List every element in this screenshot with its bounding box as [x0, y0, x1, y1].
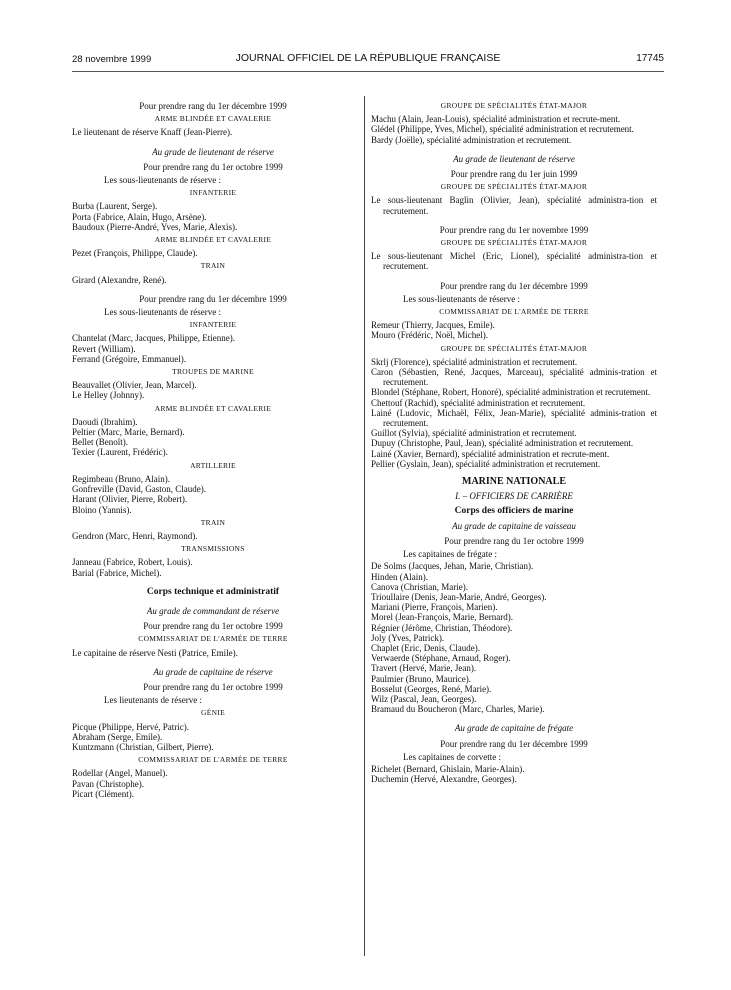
grade-heading: Au grade de lieutenant de réserve [453, 153, 575, 164]
list-item: Paulmier (Bruno, Maurice). [371, 673, 471, 684]
branch-heading: TRANSMISSIONS [181, 544, 245, 554]
list-item: Guillot (Sylvia), spécialité administration et recrutement. [371, 428, 577, 439]
list-item: Wilz (Pascal, Jean, Georges). [371, 693, 477, 704]
name-list [72, 275, 354, 285]
list-item: Janneau (Fabrice, Robert, Louis). [72, 557, 193, 568]
list-item: Hinden (Alain). [371, 571, 428, 582]
list-item: Beauvallet (Olivier, Jean, Marcel). [72, 380, 197, 391]
branch-heading: GROUPE DE SPÉCIALITÉS ÉTAT-MAJOR [440, 182, 588, 192]
branch-heading: ARME BLINDÉE ET CAVALERIE [154, 403, 272, 413]
branch-heading: ARTILLERIE [190, 460, 236, 470]
list-item: Pezet (François, Philippe, Claude). [72, 248, 198, 259]
subsection-title: I. – OFFICIERS DE CARRIÈRE [455, 491, 573, 502]
rank-date: Pour prendre rang du 1er décembre 1999 [139, 293, 287, 304]
list-item: Abraham (Serge, Emile). [72, 731, 163, 742]
name-list [72, 768, 354, 799]
name-list [72, 531, 354, 541]
list-item: Ferrand (Grégoire, Emmanuel). [72, 353, 186, 364]
list-item: Regimbeau (Bruno, Alain). [72, 473, 170, 484]
entry-text: Le capitaine de réserve Nesti (Patrice, Emile). [72, 647, 238, 658]
branch-heading: COMMISSARIAT DE L'ARMÉE DE TERRE [138, 755, 288, 765]
header-page-number: 17745 [636, 53, 664, 64]
list-item: Chaplet (Eric, Denis, Claude). [371, 642, 480, 653]
list-item: Lainé (Xavier, Bernard), spécialité administration et recrute-ment. [371, 448, 610, 459]
rank-date: Pour prendre rang du 1er octobre 1999 [444, 535, 584, 546]
name-list [72, 557, 354, 577]
grade-heading: Au grade de capitaine de vaisseau [452, 520, 576, 531]
list-item: Revert (William). [72, 343, 136, 354]
list-item: Girard (Alexandre, René). [72, 274, 167, 285]
list-item: Daoudi (Ibrahim). [72, 416, 138, 427]
branch-heading: ARME BLINDÉE ET CAVALERIE [154, 114, 272, 124]
rank-date: Pour prendre rang du 1er octobre 1999 [143, 681, 283, 692]
list-item: Bloino (Yannis). [72, 504, 132, 515]
list-intro: Les capitaines de corvette : [403, 751, 501, 762]
branch-heading: INFANTERIE [189, 320, 237, 330]
name-list [371, 764, 657, 784]
column-divider [364, 96, 365, 956]
list-item: Blondel (Stéphane, Robert, Honoré), spécialité administration et recrutement. [371, 387, 651, 398]
list-item: Caron (Sébastien, René, Jacques, Marceau), spécialité adminis-tration et recrutement. [371, 367, 657, 388]
right-column [371, 98, 657, 784]
list-intro: Les sous-lieutenants de réserve : [104, 175, 221, 186]
list-item: Barial (Fabrice, Michel). [72, 567, 162, 578]
list-item: Porta (Fabrice, Alain, Hugo, Arsène). [72, 211, 207, 222]
list-intro: Les sous-lieutenants de réserve : [104, 307, 221, 318]
branch-heading: GROUPE DE SPÉCIALITÉS ÉTAT-MAJOR [440, 238, 588, 248]
list-item: Pavan (Christophe). [72, 778, 144, 789]
list-item: Gonfreville (David, Gaston, Claude). [72, 484, 206, 495]
list-item: Gendron (Marc, Henri, Raymond). [72, 530, 198, 541]
list-item: Bosselut (Georges, René, Marie). [371, 683, 492, 694]
list-item: Bardy (Joëlle), spécialité administration et recrutement. [371, 134, 572, 145]
list-item: Picart (Clément). [72, 788, 134, 799]
list-item: Rodellar (Angel, Manuel). [72, 768, 168, 779]
branch-heading: COMMISSARIAT DE L'ARMÉE DE TERRE [138, 634, 288, 644]
list-item: Morel (Jean-François, Marie, Bernard). [371, 612, 513, 623]
name-list [72, 201, 354, 232]
name-list [72, 474, 354, 515]
left-column [72, 98, 354, 799]
rank-date: Pour prendre rang du 1er décembre 1999 [139, 101, 287, 111]
rank-date: Pour prendre rang du 1er juin 1999 [450, 169, 578, 180]
branch-heading: INFANTERIE [189, 188, 237, 198]
name-list [371, 320, 657, 340]
list-item: Dupuy (Christophe, Paul, Jean), spécialité administration et recrutement. [371, 438, 634, 449]
name-list [371, 357, 657, 469]
list-item: De Solms (Jacques, Jehan, Marie, Christian). [371, 561, 534, 572]
list-item: Régnier (Jérôme, Christian, Théodore). [371, 622, 513, 633]
rank-date: Pour prendre rang du 1er octobre 1999 [143, 621, 283, 632]
list-item: Kuntzmann (Christian, Gilbert, Pierre). [72, 741, 214, 752]
branch-heading: TRAIN [200, 261, 226, 271]
list-item: Travert (Hervé, Marie, Jean). [371, 663, 477, 674]
list-item: Machu (Alain, Jean-Louis), spécialité administration et recrute-ment. [371, 114, 621, 125]
list-item: Mouro (Frédéric, Noël, Michel). [371, 330, 488, 341]
branch-heading: COMMISSARIAT DE L'ARMÉE DE TERRE [439, 307, 589, 317]
branch-heading: TROUPES DE MARINE [172, 367, 254, 377]
list-intro: Les sous-lieutenants de réserve : [403, 293, 520, 304]
entry-text: Le sous-lieutenant Baglin (Olivier, Jean), spécialité administra-tion et recrutement. [371, 195, 657, 216]
name-list [72, 333, 354, 364]
entry-text: Le sous-lieutenant Michel (Eric, Lionel), spécialité administra-tion et recrutement. [371, 251, 657, 272]
header-journal-title: JOURNAL OFFICIEL DE LA RÉPUBLIQUE FRANÇAISE [235, 52, 501, 64]
list-item: Peltier (Marc, Marie, Bernard). [72, 427, 185, 438]
list-item: Verwaerde (Stéphane, Arnaud, Roger). [371, 653, 511, 664]
rank-date: Pour prendre rang du 1er novembre 1999 [439, 224, 589, 235]
list-item: Burba (Laurent, Serge). [72, 201, 158, 212]
list-item: Remeur (Thierry, Jacques, Emile). [371, 320, 495, 331]
branch-heading: GROUPE DE SPÉCIALITÉS ÉTAT-MAJOR [440, 101, 588, 110]
list-item: Picque (Philippe, Hervé, Patric). [72, 721, 189, 732]
header-rule [72, 71, 664, 72]
list-item: Lainé (Ludovic, Michaël, Félix, Jean-Marie), spécialité adminis-tration et recrutement. [371, 407, 657, 429]
name-list [72, 380, 354, 400]
list-intro: Les capitaines de frégate : [403, 549, 497, 560]
rank-date: Pour prendre rang du 1er octobre 1999 [143, 161, 283, 172]
grade-heading: Au grade de commandant de réserve [146, 605, 280, 616]
header-date: 28 novembre 1999 [72, 54, 152, 65]
list-item: Chettouf (Rachid), spécialité administration et recrutement. [371, 397, 586, 408]
list-intro: Les lieutenants de réserve : [104, 695, 202, 706]
list-item: Bramaud du Boucheron (Marc, Charles, Marie). [371, 704, 545, 715]
name-list [371, 114, 657, 145]
list-item: Baudoux (Pierre-André, Yves, Marie, Alexis). [72, 221, 238, 232]
name-list [72, 248, 354, 258]
entry-text: Le lieutenant de réserve Knaff (Jean-Pierre). [72, 127, 233, 138]
list-item: Le Helley (Johnny). [72, 390, 145, 401]
list-item: Richelet (Bernard, Ghislain, Marie-Alain). [371, 763, 525, 774]
grade-heading: Au grade de capitaine de réserve [153, 666, 273, 677]
name-list [72, 722, 354, 753]
branch-heading: ARME BLINDÉE ET CAVALERIE [154, 235, 272, 245]
list-item: Harant (Olivier, Pierre, Robert). [72, 494, 188, 505]
list-item: Skrlj (Florence), spécialité administration et recrutement. [371, 356, 578, 367]
corps-heading: Corps des officiers de marine [454, 505, 574, 516]
list-item: Texier (Laurent, Frédéric). [72, 447, 168, 458]
list-item: Mariani (Pierre, François, Marien). [371, 602, 498, 613]
list-item: Trioullaire (Denis, Jean-Marie, André, Georges). [371, 591, 547, 602]
page-header [72, 52, 664, 70]
list-item: Pellier (Gyslain, Jean), spécialité administration et recrutement. [371, 458, 601, 469]
list-item: Canova (Christian, Marie). [371, 581, 468, 592]
name-list [72, 417, 354, 458]
list-item: Glédel (Philippe, Yves, Michel), spécialité administration et recrutement. [371, 124, 634, 135]
name-list [371, 561, 657, 714]
section-title-marine: MARINE NATIONALE [462, 476, 566, 488]
rank-date: Pour prendre rang du 1er décembre 1999 [440, 738, 588, 749]
rank-date: Pour prendre rang du 1er décembre 1999 [440, 280, 588, 291]
branch-heading: GROUPE DE SPÉCIALITÉS ÉTAT-MAJOR [440, 343, 588, 353]
list-item: Duchemin (Hervé, Alexandre, Georges). [371, 774, 517, 785]
branch-heading: TRAIN [200, 517, 226, 527]
branch-heading: GÉNIE [201, 708, 225, 718]
list-item: Chantelat (Marc, Jacques, Philippe, Etienne). [72, 333, 235, 344]
corps-heading: Corps technique et administratif [146, 586, 280, 597]
list-item: Joly (Yves, Patrick). [371, 632, 445, 643]
grade-heading: Au grade de capitaine de frégate [454, 723, 574, 734]
grade-heading: Au grade de lieutenant de réserve [152, 146, 274, 157]
list-item: Bellet (Benoît). [72, 437, 128, 448]
